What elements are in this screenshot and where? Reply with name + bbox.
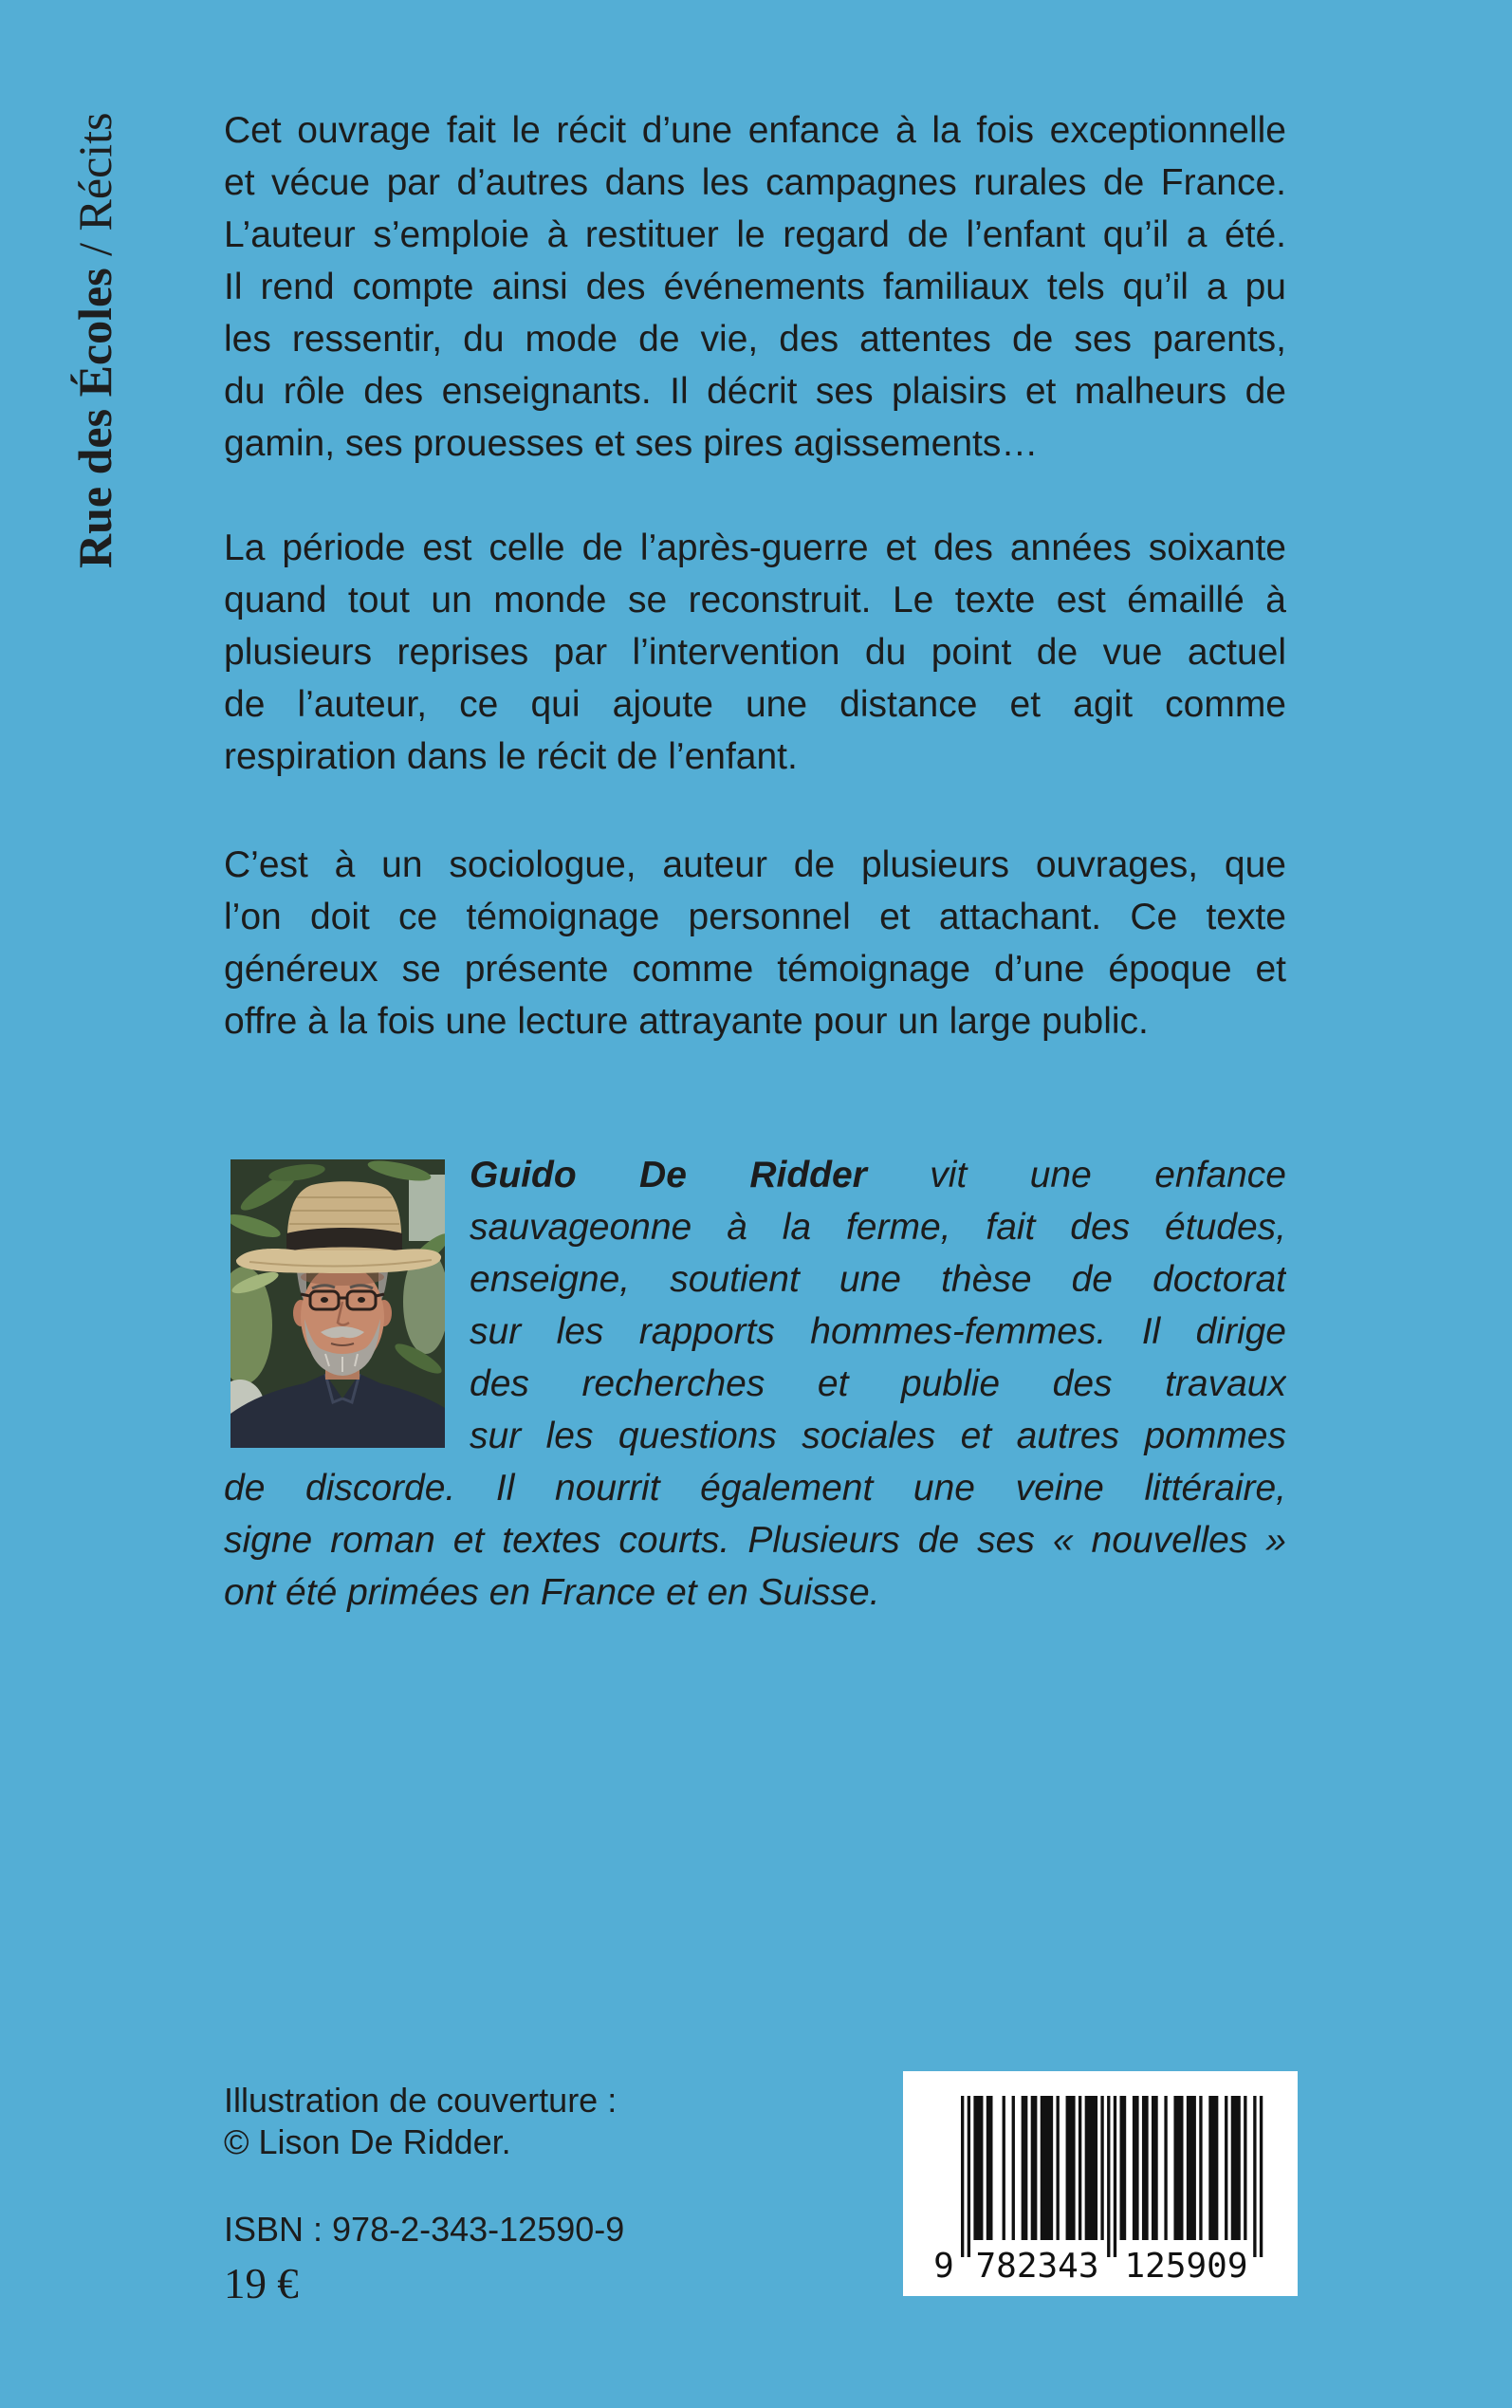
author-bio-line: signe roman et textes courts. Plusieurs de ses « nouvelles » bbox=[224, 1520, 1286, 1561]
barcode-bar bbox=[1041, 2096, 1053, 2240]
barcode-left-group: 782343 bbox=[975, 2247, 1099, 2286]
description-line: quand tout un monde se reconstruit. Le texte est émaillé à bbox=[224, 580, 1286, 621]
barcode-first-digit: 9 bbox=[933, 2247, 954, 2286]
description-line: Cet ouvrage fait le récit d’une enfance à la fois exceptionnelle bbox=[224, 110, 1286, 151]
barcode-bar bbox=[1244, 2096, 1246, 2240]
description-line: respiration dans le récit de l’enfant. bbox=[224, 736, 798, 777]
barcode-right-group: 125909 bbox=[1124, 2247, 1248, 2286]
description-line: de l’auteur, ce qui ajoute une distance et agit comme bbox=[224, 684, 1286, 725]
description-paragraph bbox=[224, 839, 1286, 1047]
barcode-guard-bar bbox=[1253, 2096, 1256, 2257]
price: 19 € bbox=[224, 2260, 299, 2307]
barcode-guard-bar bbox=[1114, 2096, 1116, 2257]
description-line: les ressentir, du mode de vie, des attentes de ses parents, bbox=[224, 319, 1286, 360]
spine-separator: / bbox=[68, 242, 121, 256]
description-line: du rôle des enseignants. Il décrit ses plaisirs et malheurs de bbox=[224, 371, 1286, 412]
author-bio-text: vit une enfance bbox=[930, 1155, 1286, 1195]
illustration-label: Illustration de couverture : bbox=[224, 2081, 618, 2120]
collection-name: Rue des Écoles bbox=[68, 268, 121, 568]
barcode-bar bbox=[1208, 2096, 1218, 2240]
barcode-bar bbox=[973, 2096, 983, 2240]
author-bio-line: sauvageonne à la ferme, fait des études, bbox=[470, 1207, 1286, 1248]
description-line: généreux se présente comme témoignage d’une époque et bbox=[224, 949, 1286, 990]
barcode-bar bbox=[1085, 2096, 1097, 2240]
description-paragraph bbox=[224, 522, 1286, 783]
spine-title bbox=[66, 94, 123, 568]
author-bio-line: des recherches et publie des travaux bbox=[470, 1363, 1286, 1404]
barcode-guard-bar bbox=[961, 2096, 964, 2257]
cover-credits bbox=[224, 2080, 617, 2163]
description-line: l’on doit ce témoignage personnel et attachant. Ce texte bbox=[224, 897, 1286, 937]
description-line: plusieurs reprises par l’intervention du point de vue actuel bbox=[224, 632, 1286, 673]
barcode-bar bbox=[1225, 2096, 1227, 2240]
barcode bbox=[903, 2071, 1298, 2296]
barcode-bar bbox=[1142, 2096, 1149, 2240]
barcode-bar bbox=[1133, 2096, 1139, 2240]
description-line: C’est à un sociologue, auteur de plusieurs ouvrages, que bbox=[224, 844, 1286, 885]
barcode-bar bbox=[1173, 2096, 1183, 2240]
barcode-bar bbox=[1079, 2096, 1081, 2240]
author-bio-line: sur les questions sociales et autres pommes bbox=[470, 1416, 1286, 1456]
barcode-bar bbox=[1066, 2096, 1076, 2240]
barcode-bar bbox=[1199, 2096, 1202, 2240]
barcode-guard-bar bbox=[968, 2096, 970, 2257]
barcode-bar bbox=[1031, 2096, 1038, 2240]
description-paragraph bbox=[224, 104, 1286, 470]
author-bio-line: de discorde. Il nourrit également une veine littéraire, bbox=[224, 1468, 1286, 1509]
author-photo bbox=[230, 1159, 445, 1448]
author-photo-image bbox=[230, 1159, 445, 1448]
author-bio bbox=[224, 1149, 1286, 1619]
barcode-bar bbox=[1057, 2096, 1060, 2240]
barcode-bar bbox=[1100, 2096, 1103, 2240]
barcode-bar bbox=[1022, 2096, 1028, 2240]
barcode-bar bbox=[1231, 2096, 1241, 2240]
barcode-bar bbox=[986, 2096, 993, 2240]
barcode-guard-bar bbox=[1260, 2096, 1263, 2257]
description-line: et vécue par d’autres dans les campagnes rurales de France. bbox=[224, 162, 1286, 203]
series-name: Récits bbox=[68, 112, 121, 232]
barcode-bar bbox=[1120, 2096, 1127, 2240]
illustration-credit: © Lison De Ridder. bbox=[224, 2122, 511, 2161]
description-line: La période est celle de l’après-guerre et des années soixante bbox=[224, 528, 1286, 568]
description-line: L’auteur s’emploie à restituer le regard de l’enfant qu’il a été. bbox=[224, 214, 1286, 255]
description-line: Il rend compte ainsi des événements familiaux tels qu’il a pu bbox=[224, 267, 1286, 307]
barcode-guard-bar bbox=[1107, 2096, 1110, 2257]
author-bio-line: enseigne, soutient une thèse de doctorat bbox=[470, 1259, 1286, 1300]
barcode-bar bbox=[1187, 2096, 1196, 2240]
author-bio-line: ont été primées en France et en Suisse. bbox=[224, 1572, 880, 1613]
barcode-bar bbox=[1152, 2096, 1158, 2240]
barcode-bar bbox=[1012, 2096, 1015, 2240]
description-line: gamin, ses prouesses et ses pires agissements… bbox=[224, 423, 1039, 464]
barcode-bar bbox=[1164, 2096, 1167, 2240]
barcode-bar bbox=[1003, 2096, 1005, 2240]
author-name: Guido De Ridder bbox=[470, 1155, 867, 1195]
author-bio-line: sur les rapports hommes-femmes. Il dirige bbox=[470, 1311, 1286, 1352]
isbn: ISBN : 978-2-343-12590-9 bbox=[224, 2210, 625, 2249]
description-line: offre à la fois une lecture attrayante pour un large public. bbox=[224, 1001, 1149, 1042]
